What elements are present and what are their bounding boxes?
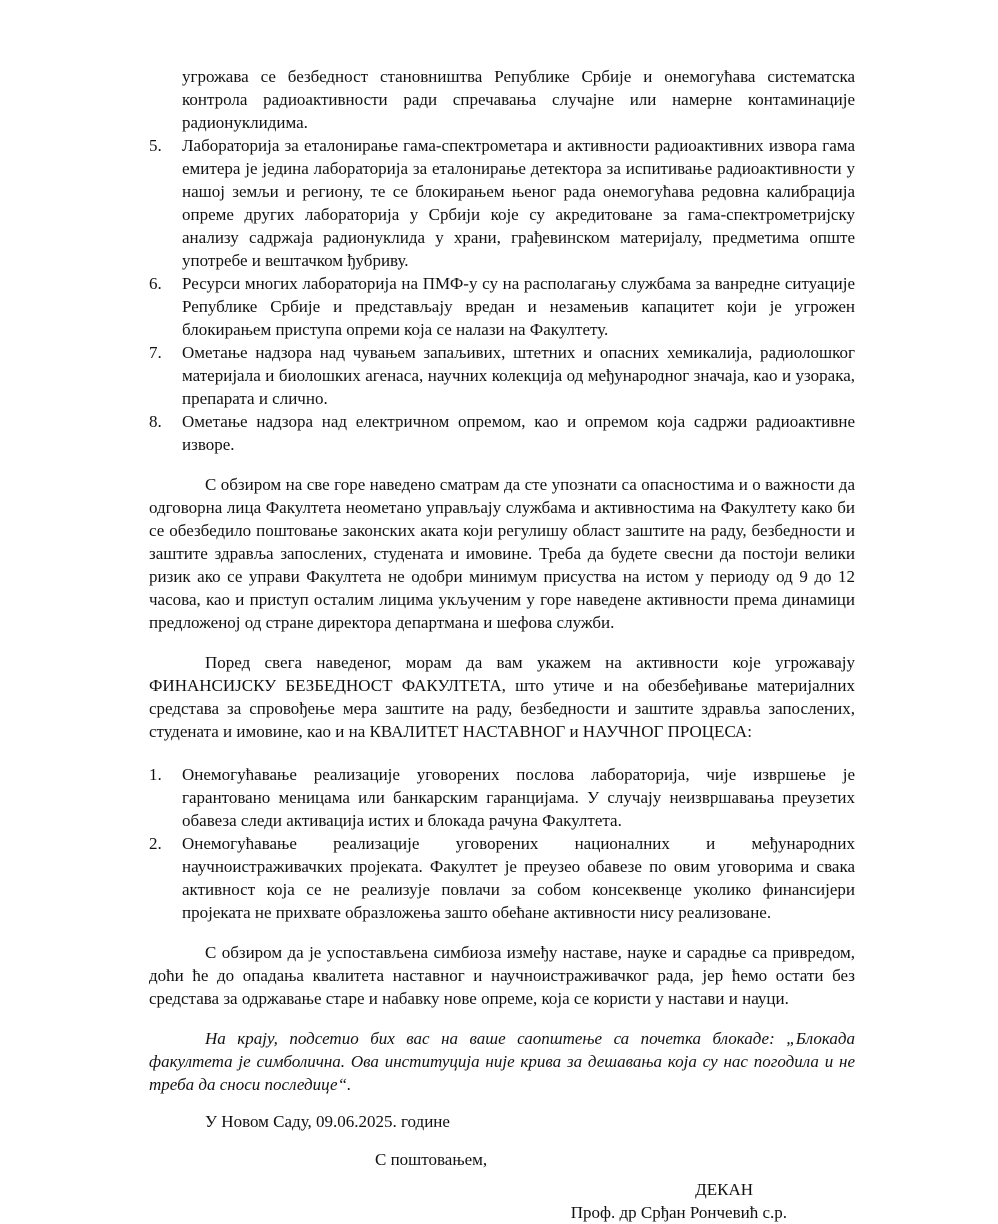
list-item-number: 5. bbox=[149, 136, 162, 155]
paragraph-quality: С обзиром да је успостављена симбиоза између наставе, науке и сарадње са привредом, доћи ће до опадања квалитета наставног и научноистраживачког рада, јер ћемо остати без средстава за одржавање старе и набавку нове опреме, која се користи у настави и науци. bbox=[149, 943, 855, 1008]
list-item bbox=[149, 341, 855, 410]
list-item-text: Онемогућавање реализације уговорених националних и међународних научноистраживачких пројеката. Факултет је преузео обавезе по овим уговорима и свака активност која се не реализује повлачи за собом консеквенце уколико финансијери пројеката не прихвате образложења зашто обећане активности нису реализоване. bbox=[182, 834, 855, 922]
greeting: С поштовањем, bbox=[375, 1150, 488, 1169]
list-item-number: 6. bbox=[149, 274, 162, 293]
list-item-text: Ометање надзора над електричном опремом, као и опремом која садржи радиоактивне изворе. bbox=[182, 412, 855, 454]
date-line: У Новом Саду, 09.06.2025. године bbox=[205, 1112, 450, 1131]
list-item bbox=[149, 832, 855, 924]
paragraph-financial: Поред свега наведеног, морам да вам укажем на активности које угрожавају ФИНАНСИЈСКУ БЕЗБЕДНОСТ ФАКУЛТЕТА, што утиче и на обезбеђивање материјалних средстава за спровођење мера заштите на раду, безбедности и заштите здравља запослених, студената и имовине, као и на КВАЛИТЕТ НАСТАВНОГ и НАУЧНОГ ПРОЦЕСА: bbox=[149, 653, 855, 741]
intro-continuation: угрожава се безбедност становништва Републике Србије и онемогућава систематска контрола радиоактивности ради спречавања случајне или намерне контаминације радионуклидима. bbox=[182, 67, 855, 132]
list-item bbox=[149, 410, 855, 456]
document-body bbox=[149, 65, 855, 1224]
closing-quote-text: На крају, подсетио бих вас на ваше саопштење са почетка блокаде: „Блокада факултета је симболична. Ова институција није крива за дешавања која су нас погодила и не треба да сноси последице“. bbox=[149, 1029, 855, 1094]
list-item-number: 2. bbox=[149, 834, 162, 853]
signature-title: ДЕКАН bbox=[695, 1180, 753, 1199]
financial-list bbox=[149, 763, 855, 924]
list-item-number: 8. bbox=[149, 412, 162, 431]
signature-block bbox=[149, 1178, 855, 1224]
paragraph-closing-quote bbox=[149, 1027, 855, 1096]
hazard-list bbox=[149, 134, 855, 456]
list-item-number: 7. bbox=[149, 343, 162, 362]
list-item bbox=[149, 134, 855, 272]
list-item-text: Ресурси многих лабораторија на ПМФ-у су на располагању службама за ванредне ситуације Републике Србије и представљају вредан и незамењив капацитет који је угрожен блокирањем приступа опреми која се налази на Факултету. bbox=[182, 274, 855, 339]
signature-name: Проф. др Срђан Рончевић с.р. bbox=[570, 1203, 787, 1222]
paragraph-safety: С обзиром на све горе наведено сматрам да сте упознати са опасностима и о важности да одговорна лица Факултета неометано управљају службама и активностима на Факултету како би се обезбедило поштовање законских аката који регулишу област заштите на раду, безбедности и заштите здравља запослених, студената и имовине. Треба да будете свесни да постоји велики ризик ако се управи Факултета не одобри минимум присуства на истом у периоду од 9 до 12 часова, као и приступ осталим лицима укљученим у горе наведене активности према динамици предложеној од стране директора департмана и шефова служби. bbox=[149, 475, 855, 632]
list-item-text: Лабораторија за еталонирање гама-спектрометара и активности радиоактивних извора гама емитера је једина лабораторија за еталонирање детектора за испитивање радиоактивности у нашој земљи и региону, те се блокирањем њеног рада онемогућава редовна калибрација опреме других лабораторија у Србији које су акредитоване за гама-спектрометријску анализу садржаја радионуклида у храни, грађевинском материјалу, предметима опште употребе и вештачком ђубриву. bbox=[182, 136, 855, 270]
list-item bbox=[149, 763, 855, 832]
list-item bbox=[149, 272, 855, 341]
list-item-number: 1. bbox=[149, 765, 162, 784]
list-item-text: Ометање надзора над чувањем запаљивих, штетних и опасних хемикалија, радиолошког материјала и биолошких агенаса, научних колекција од међународног значаја, као и узорака, препарата и слично. bbox=[182, 343, 855, 408]
list-item-text: Онемогућавање реализације уговорених послова лабораторија, чије извршење је гарантовано меницама или банкарским гаранцијама. У случају неизвршавања преузетих обавеза следи активација истих и блокада рачуна Факултета. bbox=[182, 765, 855, 830]
